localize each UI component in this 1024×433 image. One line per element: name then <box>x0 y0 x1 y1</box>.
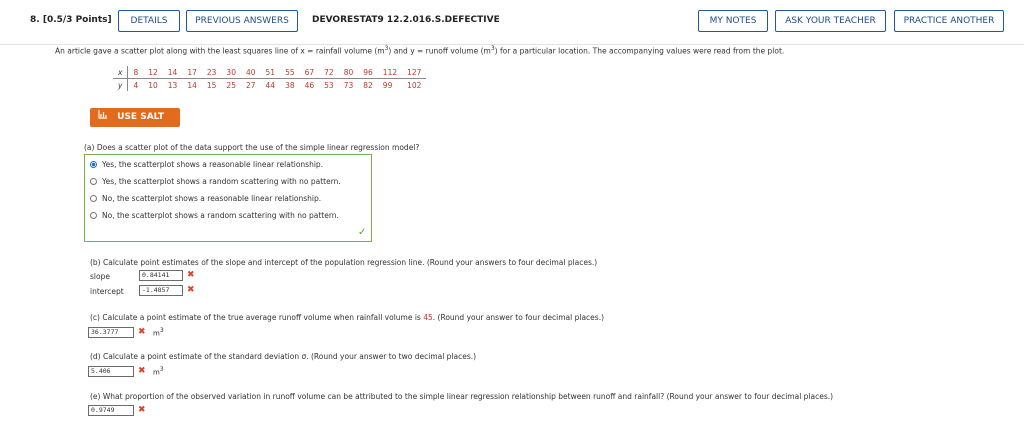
part-b-question: (b) Calculate point estimates of the slope and intercept of the population regression line. (Round your answers to four decimal places.) <box>90 258 598 267</box>
y-value-cell: 38 <box>285 80 295 90</box>
x-header: x <box>113 66 128 79</box>
x-value-cell: 67 <box>300 66 320 79</box>
x-value-cell: 14 <box>163 66 183 79</box>
x-value-cell: 112 <box>378 66 402 79</box>
intro-text-3: ) for a particular location. The accompanying values were read from the plot. <box>494 46 785 56</box>
intercept-input[interactable]: -1.4857 <box>139 285 183 296</box>
unit-m3 <box>153 327 164 337</box>
points-label: [0.5/3 Points] <box>42 15 112 25</box>
x-value-cell: 23 <box>202 66 222 79</box>
unit-sup: 3 <box>159 366 164 373</box>
x-value-cell: 72 <box>319 66 339 79</box>
question-number: 8. <box>30 15 40 25</box>
y-value-cell: 102 <box>407 80 422 90</box>
y-value-cell: 10 <box>148 80 158 90</box>
part-c-text-post: . (Round your answer to four decimal places.) <box>432 313 605 322</box>
x-value-cell: 8 <box>128 66 143 79</box>
intro-sup-2: 3 <box>490 45 495 52</box>
wrong-x-icon: ✖ <box>138 327 146 337</box>
intro-text-1: An article gave a scatter plot along with the least squares line of x = rainfall volume (m <box>55 46 385 56</box>
y-header: y <box>113 79 128 92</box>
x-value-cell: 17 <box>182 66 202 79</box>
option-label: No, the scatterplot shows a reasonable linear relationship. <box>102 194 322 203</box>
x-value-cell: 127 <box>402 66 426 79</box>
x-value-cell: 30 <box>221 66 241 79</box>
practice-another-button[interactable]: PRACTICE ANOTHER <box>894 10 1004 32</box>
unit-text: m <box>153 368 160 377</box>
y-value-cell: 99 <box>382 80 393 90</box>
option-a4[interactable] <box>90 211 339 220</box>
x-value-cell: 55 <box>280 66 300 79</box>
salt-chart-icon <box>98 112 111 122</box>
wrong-x-icon: ✖ <box>138 366 146 376</box>
my-notes-button[interactable]: MY NOTES <box>698 10 768 32</box>
data-table <box>113 66 426 91</box>
part-d-question: (d) Calculate a point estimate of the standard deviation σ. (Round your answer to two decimal places.) <box>90 352 477 361</box>
y-value-cell: 15 <box>206 80 217 90</box>
y-value-cell: 13 <box>167 80 178 90</box>
option-a1[interactable] <box>90 160 323 169</box>
unit-m3 <box>153 366 164 376</box>
proportion-input[interactable]: 0.9749 <box>88 405 134 416</box>
std-dev-input[interactable]: 5.406 <box>88 366 134 377</box>
radio[interactable] <box>90 195 97 202</box>
intro-text-2: ) and y = runoff volume (m <box>388 46 491 56</box>
x-value-cell: 12 <box>143 66 163 79</box>
rainfall-value: 45 <box>423 313 433 322</box>
option-label: Yes, the scatterplot shows a random scattering with no pattern. <box>102 177 341 186</box>
part-e-question: (e) What proportion of the observed variation in runoff volume can be attributed to the simple linear regression relationship between runoff and rainfall? (Round your answer to four decimal places.) <box>90 392 834 401</box>
data-table-wrapper <box>113 66 426 91</box>
option-a3[interactable] <box>90 194 321 203</box>
y-value-cell: 53 <box>324 80 334 90</box>
problem-intro <box>55 45 784 56</box>
previous-answers-button[interactable]: PREVIOUS ANSWERS <box>186 10 298 32</box>
salt-label: USE SALT <box>117 112 165 122</box>
option-a2[interactable] <box>90 177 341 186</box>
part-a-question: (a) Does a scatter plot of the data support the use of the simple linear regression model? <box>84 143 420 152</box>
intro-sup-1: 3 <box>384 45 389 52</box>
ask-teacher-button[interactable]: ASK YOUR TEACHER <box>775 10 886 32</box>
y-value-cell: 25 <box>226 80 236 90</box>
x-value-cell: 51 <box>261 66 281 79</box>
use-salt-button[interactable] <box>90 108 180 127</box>
wrong-x-icon: ✖ <box>187 285 195 295</box>
unit-text: m <box>153 329 160 338</box>
option-label: Yes, the scatterplot shows a reasonable linear relationship. <box>102 160 324 169</box>
slope-input[interactable]: 0.84141 <box>139 270 183 281</box>
wrong-x-icon: ✖ <box>187 270 195 280</box>
slope-label: slope <box>90 272 110 281</box>
y-value-cell: 73 <box>343 80 354 90</box>
y-value-cell: 4 <box>133 80 139 90</box>
y-value-cell: 27 <box>245 80 256 90</box>
option-label: No, the scatterplot shows a random scattering with no pattern. <box>102 211 339 220</box>
y-value-cell: 14 <box>187 80 197 90</box>
radio[interactable] <box>90 178 97 185</box>
part-c-text-pre: (c) Calculate a point estimate of the true average runoff volume when rainfall volume is <box>90 313 424 322</box>
unit-sup: 3 <box>159 327 164 334</box>
part-c-question <box>90 313 604 322</box>
x-value-cell: 40 <box>241 66 261 79</box>
x-value-cell: 96 <box>358 66 378 79</box>
details-button[interactable]: DETAILS <box>118 10 180 32</box>
wrong-x-icon: ✖ <box>138 405 146 415</box>
radio-selected[interactable] <box>90 161 97 168</box>
question-header <box>30 15 112 25</box>
y-value-cell: 46 <box>304 80 315 90</box>
y-value-cell: 44 <box>265 80 276 90</box>
runoff-estimate-input[interactable]: 36.3777 <box>88 327 134 338</box>
y-value-cell: 82 <box>363 80 373 90</box>
x-value-cell: 80 <box>339 66 359 79</box>
problem-id: DEVORESTAT9 12.2.016.S.DEFECTIVE <box>312 15 500 25</box>
intercept-label: intercept <box>90 287 124 296</box>
correct-check-icon: ✓ <box>358 227 367 238</box>
radio[interactable] <box>90 212 97 219</box>
